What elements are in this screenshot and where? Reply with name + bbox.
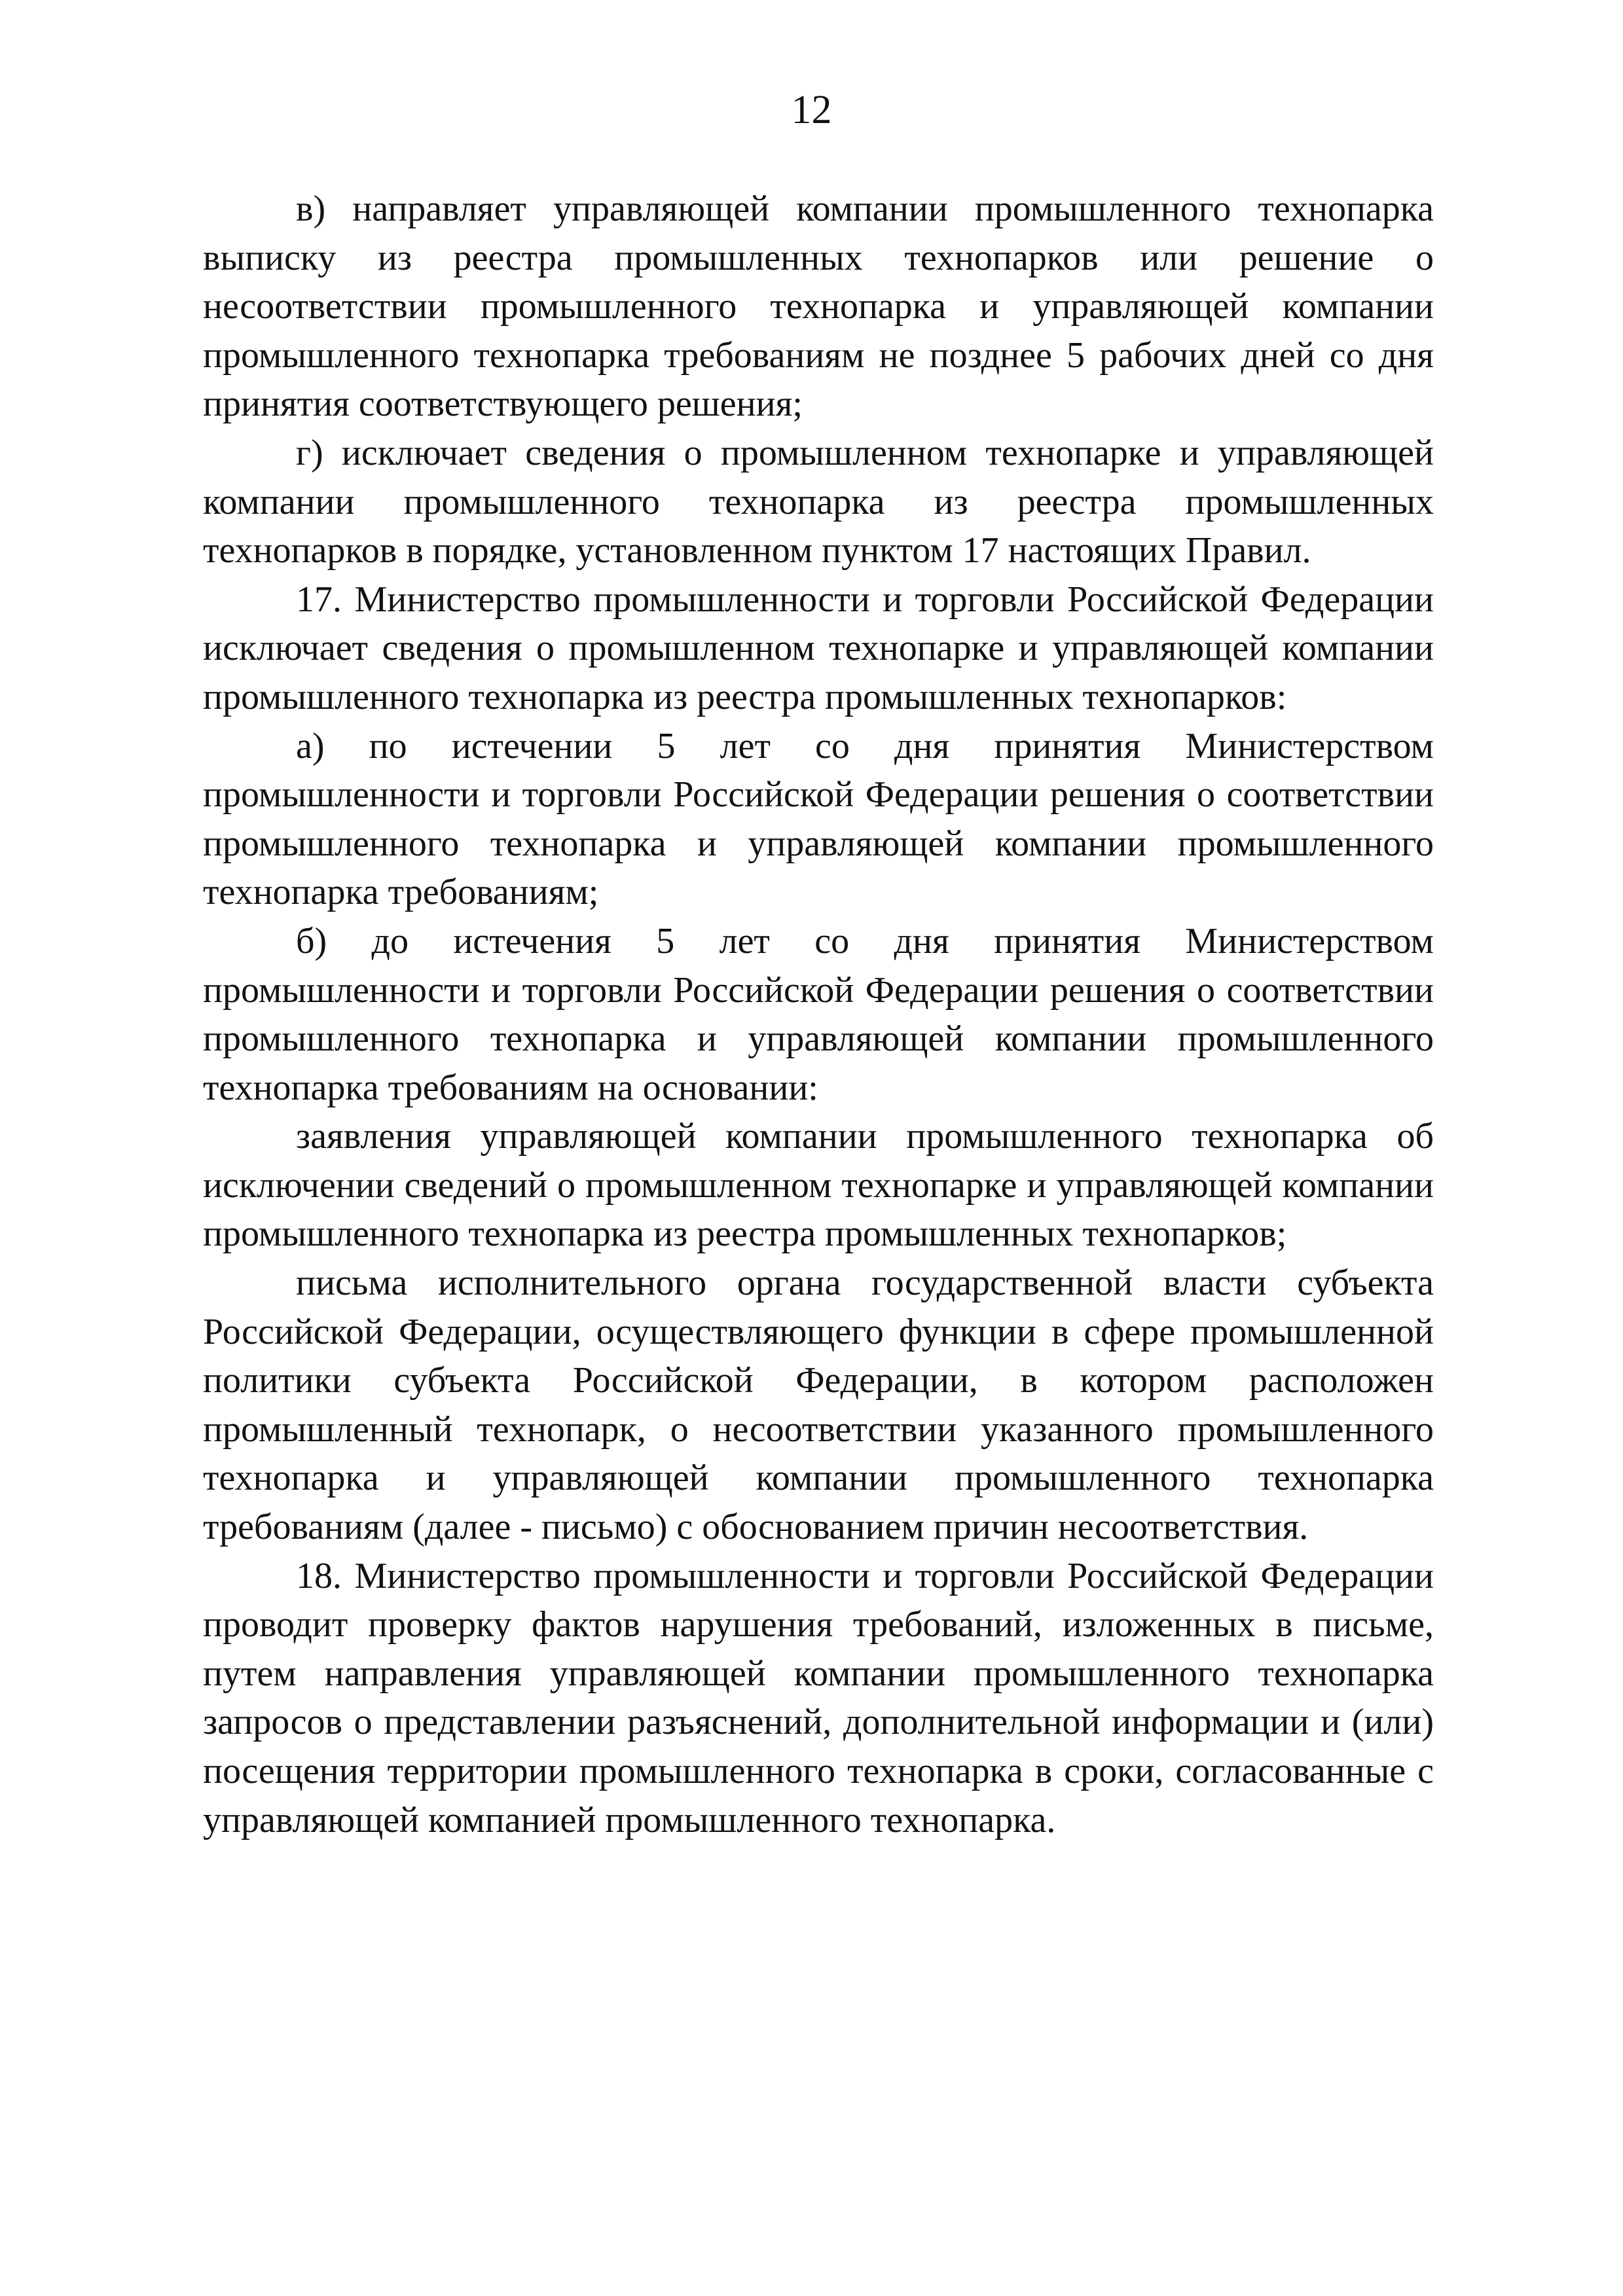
paragraph-application: заявления управляющей компании промышленного технопарка об исключении сведений о промышленном технопарке и управляющей компании промышленного технопарка из реестра промышленных технопарков; <box>203 1116 1434 1255</box>
page-number: 12 <box>791 88 832 132</box>
paragraph-18-verification: 18. Министерство промышленности и торговли Российской Федерации проводит проверку фактов нарушения требований, изложенных в письме, путем направления управляющей компании промышленного технопарка запросов о представлении разъяснений, дополнительной информации и (или) посещения территории промышленного технопарка в сроки, согласованные с управляющей компанией промышленного технопарка. <box>203 1555 1434 1840</box>
document-body <box>203 185 1434 1844</box>
paragraph-b-before-5-years: б) до истечения 5 лет со дня принятия Министерством промышленности и торговли Российской Федерации решения о соответствии промышленного технопарка и управляющей компании промышленного технопарка требованиям на основании: <box>203 920 1434 1108</box>
paragraph-17-exclusion: 17. Министерство промышленности и торговли Российской Федерации исключает сведения о промышленном технопарке и управляющей компании промышленного технопарка из реестра промышленных технопарков: <box>203 579 1434 717</box>
paragraph-a-after-5-years: а) по истечении 5 лет со дня принятия Министерством промышленности и торговли Российской Федерации решения о соответствии промышленного технопарка и управляющей компании промышленного технопарка требованиям; <box>203 725 1434 913</box>
paragraph-g-exclude-info: г) исключает сведения о промышленном технопарке и управляющей компании промышленного технопарка из реестра промышленных технопарков в порядке, установленном пунктом 17 настоящих Правил. <box>203 432 1434 571</box>
paragraph-v-send-extract: в) направляет управляющей компании промышленного технопарка выписку из реестра промышленных технопарков или решение о несоответствии промышленного технопарка и управляющей компании промышленного технопарка требованиям не позднее 5 рабочих дней со дня принятия соответствующего решения; <box>203 188 1434 425</box>
paragraph-letter: письма исполнительного органа государственной власти субъекта Российской Федерации, осуществляющего функции в сфере промышленной политики субъекта Российской Федерации, в котором расположен промышленный технопарк, о несоответствии указанного промышленного технопарка и управляющей компании промышленного технопарка требованиям (далее - письмо) с обоснованием причин несоответствия. <box>203 1263 1434 1548</box>
